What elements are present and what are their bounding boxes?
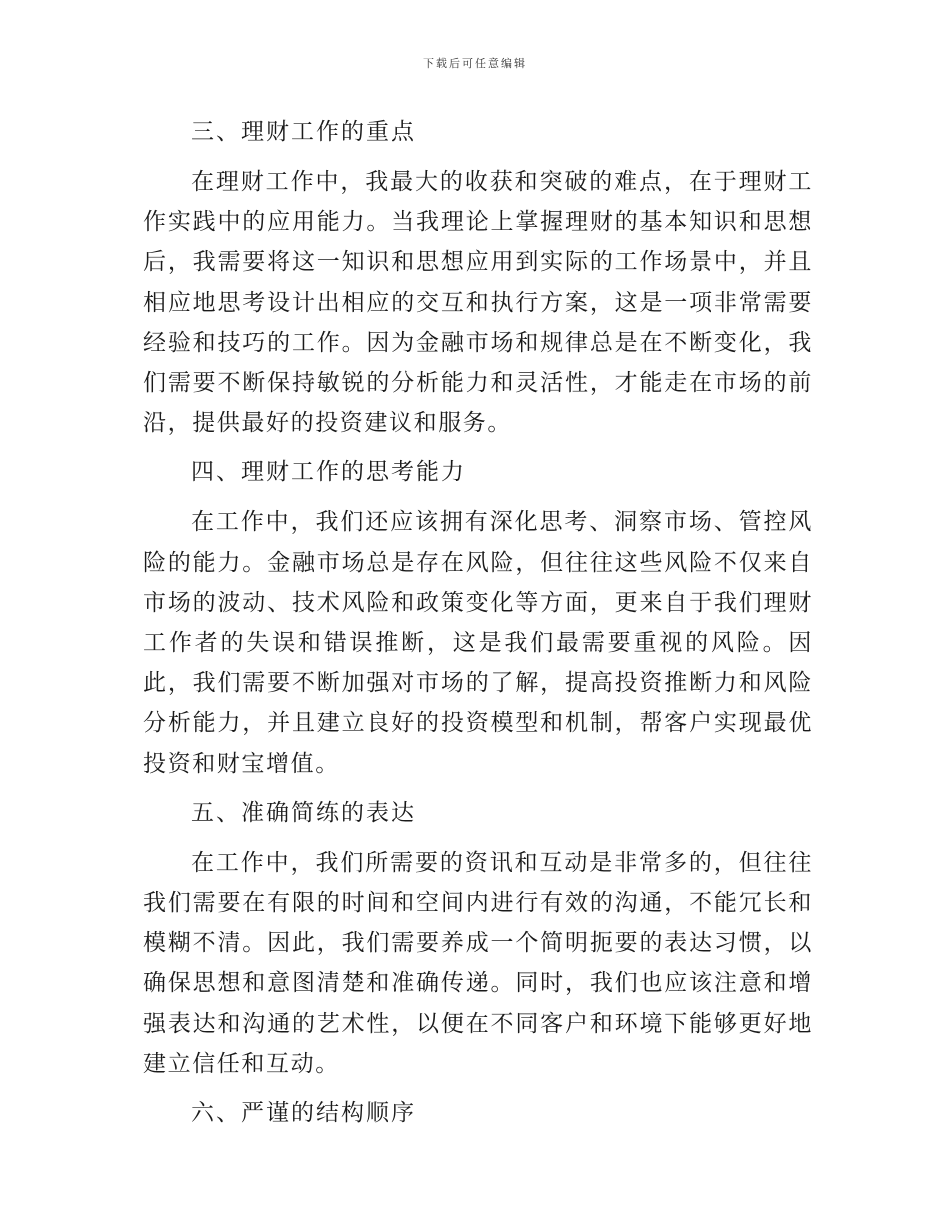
section-paragraph: 在理财工作中，我最大的收获和突破的难点，在于理财工作实践中的应用能力。当我理论上掌握理财的基本知识和思想后，我需要将这一知识和思想应用到实际的工作场景中，并且相应地思考设计出相应的交互和执行方案，这是一项非常需要经验和技巧的工作。因为金融市场和规律总是在不断变化，我们需要不断保持敏锐的分析能力和灵活性，才能走在市场的前沿，提供最好的投资建议和服务。 bbox=[143, 169, 813, 437]
document-body bbox=[143, 112, 813, 1143]
section-heading: 六、严谨的结构顺序 bbox=[191, 1100, 416, 1127]
section-paragraph: 在工作中，我们所需要的资讯和互动是非常多的，但往往我们需要在有限的时间和空间内进行有效的沟通，不能冗长和模糊不清。因此，我们需要养成一个简明扼要的表达习惯，以确保思想和意图清楚和准确传递。同时，我们也应该注意和增强表达和沟通的艺术性，以便在不同客户和环境下能够更好地建立信任和互动。 bbox=[143, 849, 813, 1077]
section-paragraph: 在工作中，我们还应该拥有深化思考、洞察市场、管控风险的能力。金融市场总是存在风险，但往往这些风险不仅来自市场的波动、技术风险和政策变化等方面，更来自于我们理财工作者的失误和错误推断，这是我们最需要重视的风险。因此，我们需要不断加强对市场的了解，提高投资推断力和风险分析能力，并且建立良好的投资模型和机制，帮客户实现最优投资和财宝增值。 bbox=[143, 509, 813, 777]
section-heading: 三、理财工作的重点 bbox=[191, 119, 416, 145]
section-heading: 五、准确简练的表达 bbox=[191, 799, 416, 826]
page-header: 下载后可任意编辑 bbox=[423, 57, 527, 70]
section-heading: 四、理财工作的思考能力 bbox=[191, 459, 466, 486]
